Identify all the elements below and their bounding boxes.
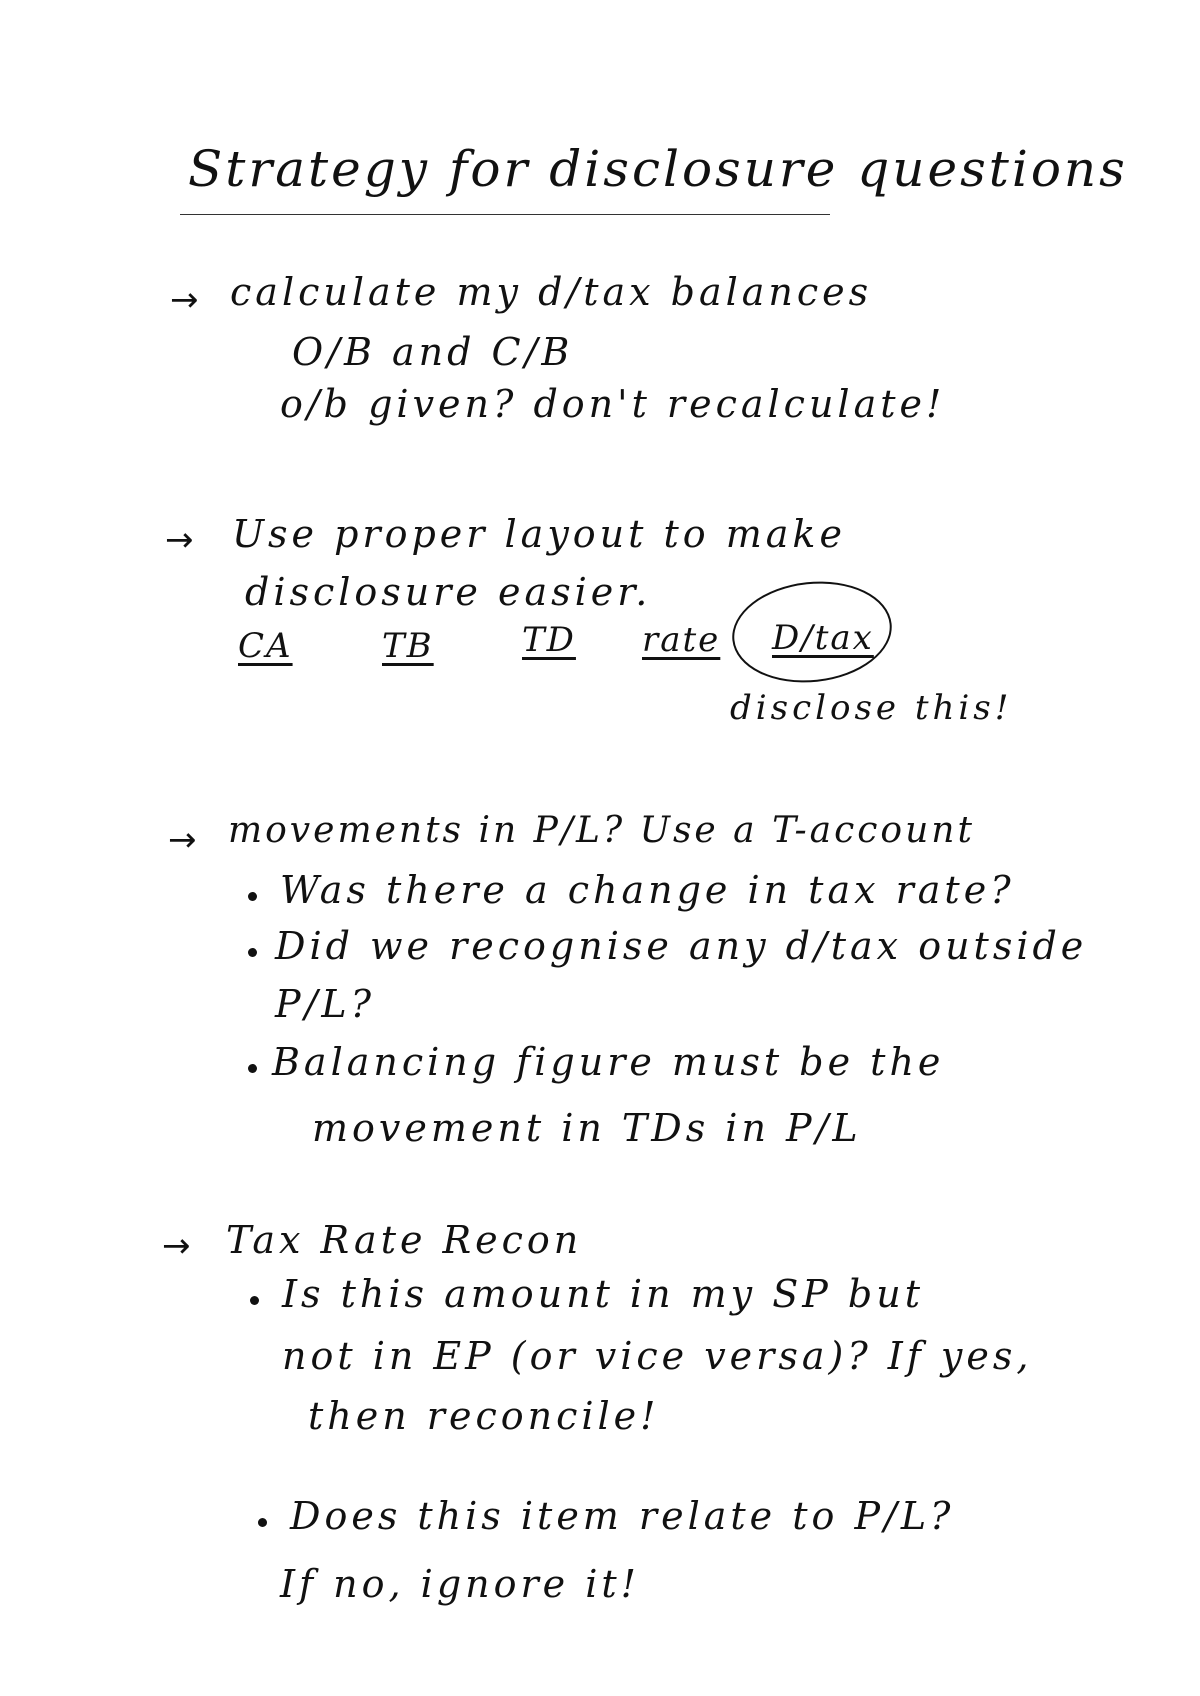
column-rate: rate <box>642 620 721 660</box>
section4-bullet1-line2: not in EP (or vice versa)? If yes, <box>282 1334 1033 1378</box>
section2-heading: Use proper layout to make <box>232 512 846 556</box>
column-dltax: D/tax <box>772 618 874 658</box>
section4-heading: Tax Rate Recon <box>226 1218 583 1262</box>
title-underline <box>180 214 830 215</box>
bullet-dot <box>248 948 257 957</box>
section3-heading: movements in P/L? Use a T-account <box>228 810 975 851</box>
arrow-icon: → <box>162 1226 191 1266</box>
section3-bullet2-line2: P/L? <box>275 982 375 1026</box>
section4-bullet1-line1: Is this amount in my SP but <box>282 1272 924 1316</box>
section1-line3: o/b given? don't recalculate! <box>280 382 946 426</box>
bullet-dot <box>248 892 257 901</box>
arrow-icon: → <box>170 280 199 320</box>
arrow-icon: → <box>168 820 197 860</box>
section4-bullet2-line1: Does this item relate to P/L? <box>290 1494 955 1538</box>
arrow-icon: → <box>165 520 194 560</box>
section3-bullet2-line1: Did we recognise any d/tax outside <box>275 924 1088 968</box>
section3-bullet1: Was there a change in tax rate? <box>280 868 1015 912</box>
section2-note: disclose this! <box>730 688 1013 728</box>
page-title: Strategy for disclosure questions <box>188 140 1128 198</box>
section1-heading: calculate my d/tax balances <box>230 270 873 314</box>
section3-bullet3-line2: movement in TDs in P/L <box>312 1106 862 1150</box>
column-ca: CA <box>238 626 293 666</box>
column-tb: TB <box>382 626 434 666</box>
section2-line2: disclosure easier. <box>245 570 652 614</box>
section1-line2: O/B and C/B <box>292 330 574 374</box>
bullet-dot <box>250 1296 259 1305</box>
section3-bullet3-line1: Balancing figure must be the <box>272 1040 945 1084</box>
column-td: TD <box>522 620 576 660</box>
bullet-dot <box>258 1518 267 1527</box>
bullet-dot <box>248 1064 257 1073</box>
section4-bullet1-line3: then reconcile! <box>308 1394 660 1438</box>
section4-bullet2-line2: If no, ignore it! <box>280 1562 640 1606</box>
